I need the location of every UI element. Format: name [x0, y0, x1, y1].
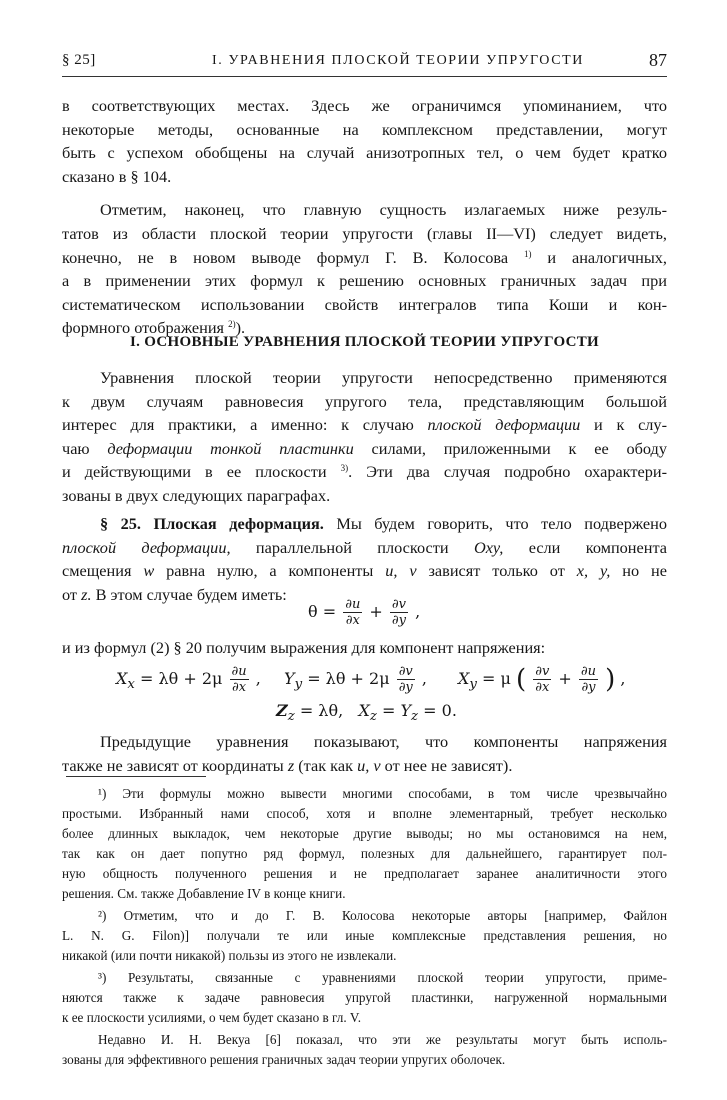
intro-p2-line: Отметим, наконец, что главную сущность излагаемых ниже резуль- [100, 200, 667, 220]
footnote-1-line: решения. См. также Добавление IV в конце книги. [62, 886, 346, 901]
running-head [62, 50, 667, 72]
intro-p2-line: а в применении этих формул к решению основных граничных задач при [62, 271, 667, 291]
section-25-heading: § 25. Плоская деформация. [100, 514, 324, 533]
running-head-section: § 25] [62, 52, 96, 68]
running-head-title: I. УРАВНЕНИЯ ПЛОСКОЙ ТЕОРИИ УПРУГОСТИ [212, 53, 584, 68]
footnote-2-line: ²) Отметим, что и до Г. В. Колосова некоторые авторы [например, Файлон [98, 908, 667, 923]
header-divider [62, 76, 667, 77]
intro-block [62, 94, 667, 340]
stress-formula-xy: $X_y = \mu$ ( $\frac{\partial v}{\partial x}$ + $\frac{\partial u}{\partial y}$ ) , [458, 664, 626, 695]
intro-p1-line: быть с успехом обобщены на случай анизотропных тел, о чем будет кратко [62, 143, 667, 163]
section-25-line: § 25. Плоская деформация. Мы будем говорить, что тело подвержено [100, 514, 667, 533]
section-25 [62, 512, 667, 606]
theta-formula: θ = $\frac{\partial u}{\partial x}$ + $\frac{\partial v}{\partial y}$ , [308, 597, 421, 628]
footnote-3-line: ³) Результаты, связанные с уравнениями плоской теории упругости, приме- [98, 970, 667, 985]
footnote-1-line: более длинных выкладок, чем некоторые другие выводы; но мы остановимся на нем, [62, 826, 667, 841]
chapter-intro-line: интерес для практики, а именно: к случаю плоской деформации и к слу- [62, 415, 667, 435]
footnote-1-line: так как он дает попутно ряд формул, полезных для дальнейшего, гарантирует пол- [62, 846, 667, 861]
chapter-intro [62, 366, 667, 508]
stress-intro-line: и из формул (2) § 20 получим выражения для компонент напряжения: [62, 638, 546, 657]
footnote-2-line: L. N. G. Filon)] получали те или иные комплексные представления решения, но [62, 928, 667, 943]
chapter-title: I. ОСНОВНЫЕ УРАВНЕНИЯ ПЛОСКОЙ ТЕОРИИ УПРУГОСТИ [129, 334, 600, 350]
section-25-conclusion [62, 730, 667, 777]
footnote-ref: 3) [340, 463, 349, 474]
chapter-intro-line: чаю деформации тонкой пластинки силами, приложенными к ее ободу [62, 438, 667, 458]
footnote-3-line: няются также к задаче равновесия упругой пластинки, нагруженной нормальными [62, 990, 667, 1005]
page-number: 87 [649, 50, 667, 70]
intro-p2-line: татов из области плоской теории упругости (главы II—VI) следует видеть, [62, 223, 667, 243]
intro-p2-line: систематическом использовании свойств интегралов типа Коши и кон- [62, 294, 667, 314]
stress-formula-yy: $Y_y = \lambda\theta + 2\mu$ $\frac{\partial v}{\partial y}$ , [284, 664, 427, 695]
stress-formula-z: $Z_z = \lambda\theta$, $X_z = Y_z = 0$. [276, 701, 457, 725]
intro-p1-line: некоторые методы, основанные на комплексном представлении, могут [62, 119, 667, 139]
chapter-intro-line: зованы в двух следующих параграфах. [62, 485, 331, 505]
footnotes [62, 784, 667, 1070]
footnote-1-line: ¹) Эти формулы можно вывести многими способами, в том числе чрезвычайно [98, 786, 667, 801]
footnote-3-extra-line: Недавно И. Н. Векуа [6] показал, что эти же результаты могут быть исполь- [98, 1032, 667, 1047]
footnote-3-line: к ее плоскости усилиями, о чем будет сказано в гл. V. [62, 1010, 362, 1025]
chapter-intro-line: Уравнения плоской теории упругости непосредственно применяются [100, 368, 667, 387]
intro-p2-line: конечно, не в новом выводе формул Г. В. Колосова $^{1)}$ и аналогичных, [62, 247, 667, 267]
section-25-line: плоской деформации, параллельной плоскости Oxy, если компонента [62, 537, 667, 557]
intro-p1-line: в соответствующих местах. Здесь же ограничимся упоминанием, что [62, 96, 667, 115]
conclusion-line: Предыдущие уравнения показывают, что компоненты напряжения [100, 732, 667, 751]
footnote-3-extra-line: зованы для эффективного решения граничных задач теории упругих оболочек. [62, 1052, 506, 1067]
stress-formula-xx: $X_x = \lambda\theta + 2\mu$ $\frac{\partial u}{\partial x}$ , [116, 664, 261, 695]
footnote-ref: 2) [228, 319, 236, 330]
footnote-1-line: простыми. Избранный нами способ, хотя и вполне элементарный, требует несколько [62, 806, 667, 821]
section-25-line: смещения w равна нулю, а компоненты u, v зависят только от x, y, но не [62, 561, 667, 581]
section-25-line: от z. В этом случае будем иметь: [62, 584, 287, 604]
footnote-divider [66, 776, 206, 777]
intro-p2-line: формного отображения $^{2)}$). [62, 318, 246, 338]
stress-intro [62, 636, 667, 660]
intro-p1-line: сказано в § 104. [62, 166, 172, 186]
conclusion-line: также не зависят от координаты z (так как u, v от нее не зависят). [62, 755, 513, 775]
footnote-ref: 1) [524, 248, 532, 259]
chapter-intro-line: и действующими в ее плоскости $^{3)}$. Эти два случая подробно охарактери- [62, 462, 667, 482]
footnote-1-line: ную общность полученного решения и не предполагает заранее аналитичности этого [62, 866, 667, 881]
footnote-2-line: никакой (или почти никакой) пользы из этого не извлекали. [62, 948, 397, 963]
chapter-intro-line: к двум случаям равновесия упругого тела, представляющим большой [62, 391, 667, 411]
